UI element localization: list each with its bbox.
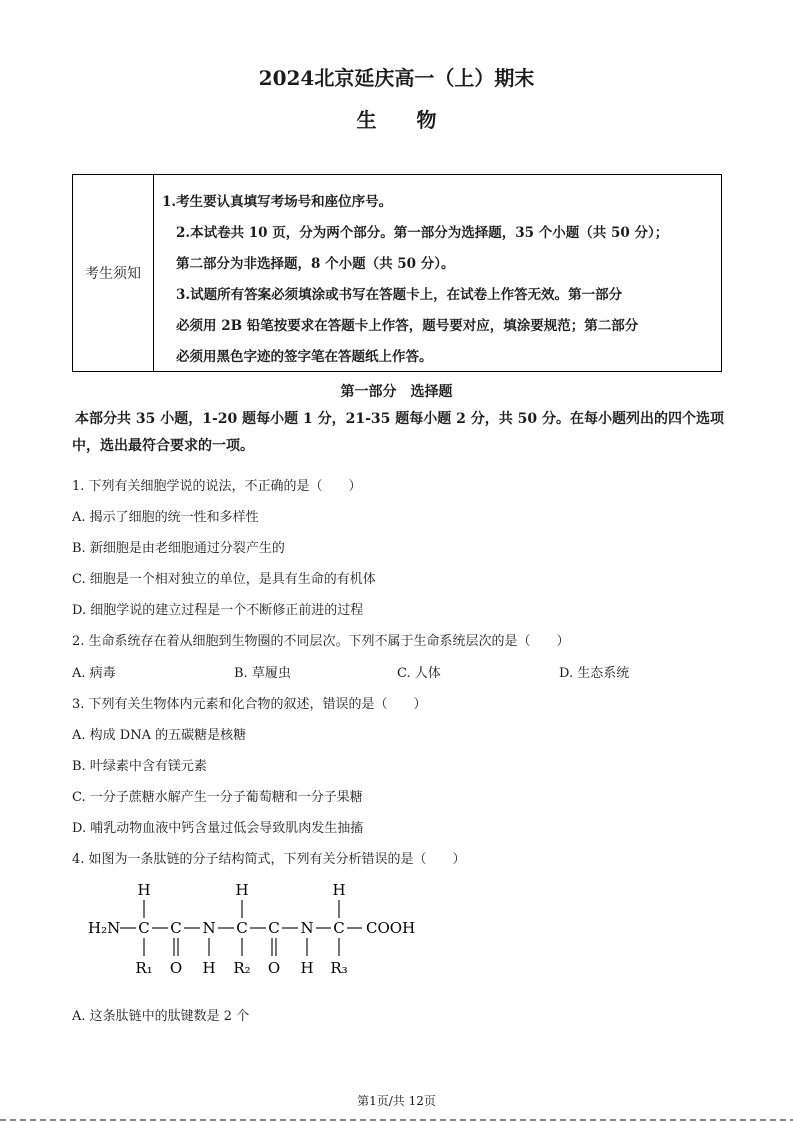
formula-r1: R₁ [135, 959, 153, 977]
formula-cooh: COOH [366, 919, 416, 937]
notice-line: 必须用 2B 铅笔按要求在答题卡上作答，题号要对应，填涂要规范；第二部分 [176, 318, 639, 334]
notice-body [154, 175, 721, 371]
exam-title: 2024北京延庆高一（上）期末 [258, 66, 535, 90]
question-2-option-c[interactable]: C. 人体 [397, 666, 441, 681]
question-3-option-d[interactable]: D. 哺乳动物血液中钙含量过低会导致肌肉发生抽搐 [72, 821, 364, 836]
subject-title: 生物 [356, 108, 477, 132]
question-3-option-c[interactable]: C. 一分子蔗糖水解产生一分子葡萄糖和一分子果糖 [72, 790, 363, 805]
footer-divider [0, 1119, 793, 1121]
question-3-option-a[interactable]: A. 构成 DNA 的五碳糖是核糖 [72, 728, 247, 743]
formula-n-2: N [300, 919, 314, 937]
question-2-option-b[interactable]: B. 草履虫 [234, 666, 291, 681]
formula-r2: R₂ [233, 959, 251, 977]
formula-h-n-1: H [202, 959, 216, 977]
section-description: 本部分共 35 小题，1-20 题每小题 1 分，21-35 题每小题 2 分，共 50 分。在每小题列出的四个选项中，选出最符合要求的一项。 [72, 411, 724, 454]
notice-line: 2.本试卷共 10 页，分为两个部分。第一部分为选择题，35 个小题（共 50 分）； [176, 225, 669, 241]
question-1-stem: 1. 下列有关细胞学说的说法，不正确的是（ ） [72, 479, 362, 494]
formula-o-1: O [169, 959, 183, 977]
formula-n-1: N [202, 919, 216, 937]
formula-r3: R₃ [330, 959, 348, 977]
formula-o-2: O [267, 959, 281, 977]
notice-line: 第二部分为非选择题，8 个小题（共 50 分）。 [176, 256, 455, 272]
question-4-stem: 4. 如图为一条肽链的分子结构简式，下列有关分析错误的是（ ） [72, 852, 466, 867]
formula-top-h-2: H [235, 881, 249, 899]
notice-line: 3.试题所有答案必须填涂或书写在答题卡上，在试卷上作答无效。第一部分 [176, 287, 623, 303]
formula-c-alpha-1: C [138, 919, 150, 937]
peptide-structure-figure [80, 878, 440, 980]
formula-top-h-1: H [137, 881, 151, 899]
notice-line: 必须用黑色字迹的签字笔在答题纸上作答。 [176, 349, 433, 365]
page-footer: 第1页/共 12页 [357, 1094, 436, 1108]
question-1-option-d[interactable]: D. 细胞学说的建立过程是一个不断修正前进的过程 [72, 603, 364, 618]
formula-top-h-3: H [332, 881, 346, 899]
question-1-option-c[interactable]: C. 细胞是一个相对独立的单位，是具有生命的有机体 [72, 572, 376, 587]
notice-line: 1.考生要认真填写考场号和座位序号。 [162, 194, 393, 210]
formula-c-alpha-2: C [236, 919, 248, 937]
formula-c-carbonyl-1: C [170, 919, 182, 937]
formula-h2n: H₂N [88, 919, 121, 937]
formula-h-n-2: H [300, 959, 314, 977]
question-3-option-b[interactable]: B. 叶绿素中含有镁元素 [72, 759, 207, 774]
notice-box [72, 174, 722, 372]
question-2-option-a[interactable]: A. 病毒 [72, 666, 116, 681]
formula-c-carbonyl-2: C [268, 919, 280, 937]
question-1-option-a[interactable]: A. 揭示了细胞的统一性和多样性 [72, 510, 259, 525]
question-2-stem: 2. 生命系统存在着从细胞到生物圈的不同层次。下列不属于生命系统层次的是（ ） [72, 634, 570, 649]
question-1-option-b[interactable]: B. 新细胞是由老细胞通过分裂产生的 [72, 541, 285, 556]
question-2-option-d[interactable]: D. 生态系统 [559, 666, 630, 681]
section-title: 第一部分 选择题 [340, 384, 453, 400]
formula-c-alpha-3: C [333, 919, 345, 937]
question-3-stem: 3. 下列有关生物体内元素和化合物的叙述，错误的是（ ） [72, 697, 427, 712]
notice-label: 考生须知 [73, 175, 154, 371]
question-4-option-a[interactable]: A. 这条肽链中的肽键数是 2 个 [72, 1009, 250, 1024]
